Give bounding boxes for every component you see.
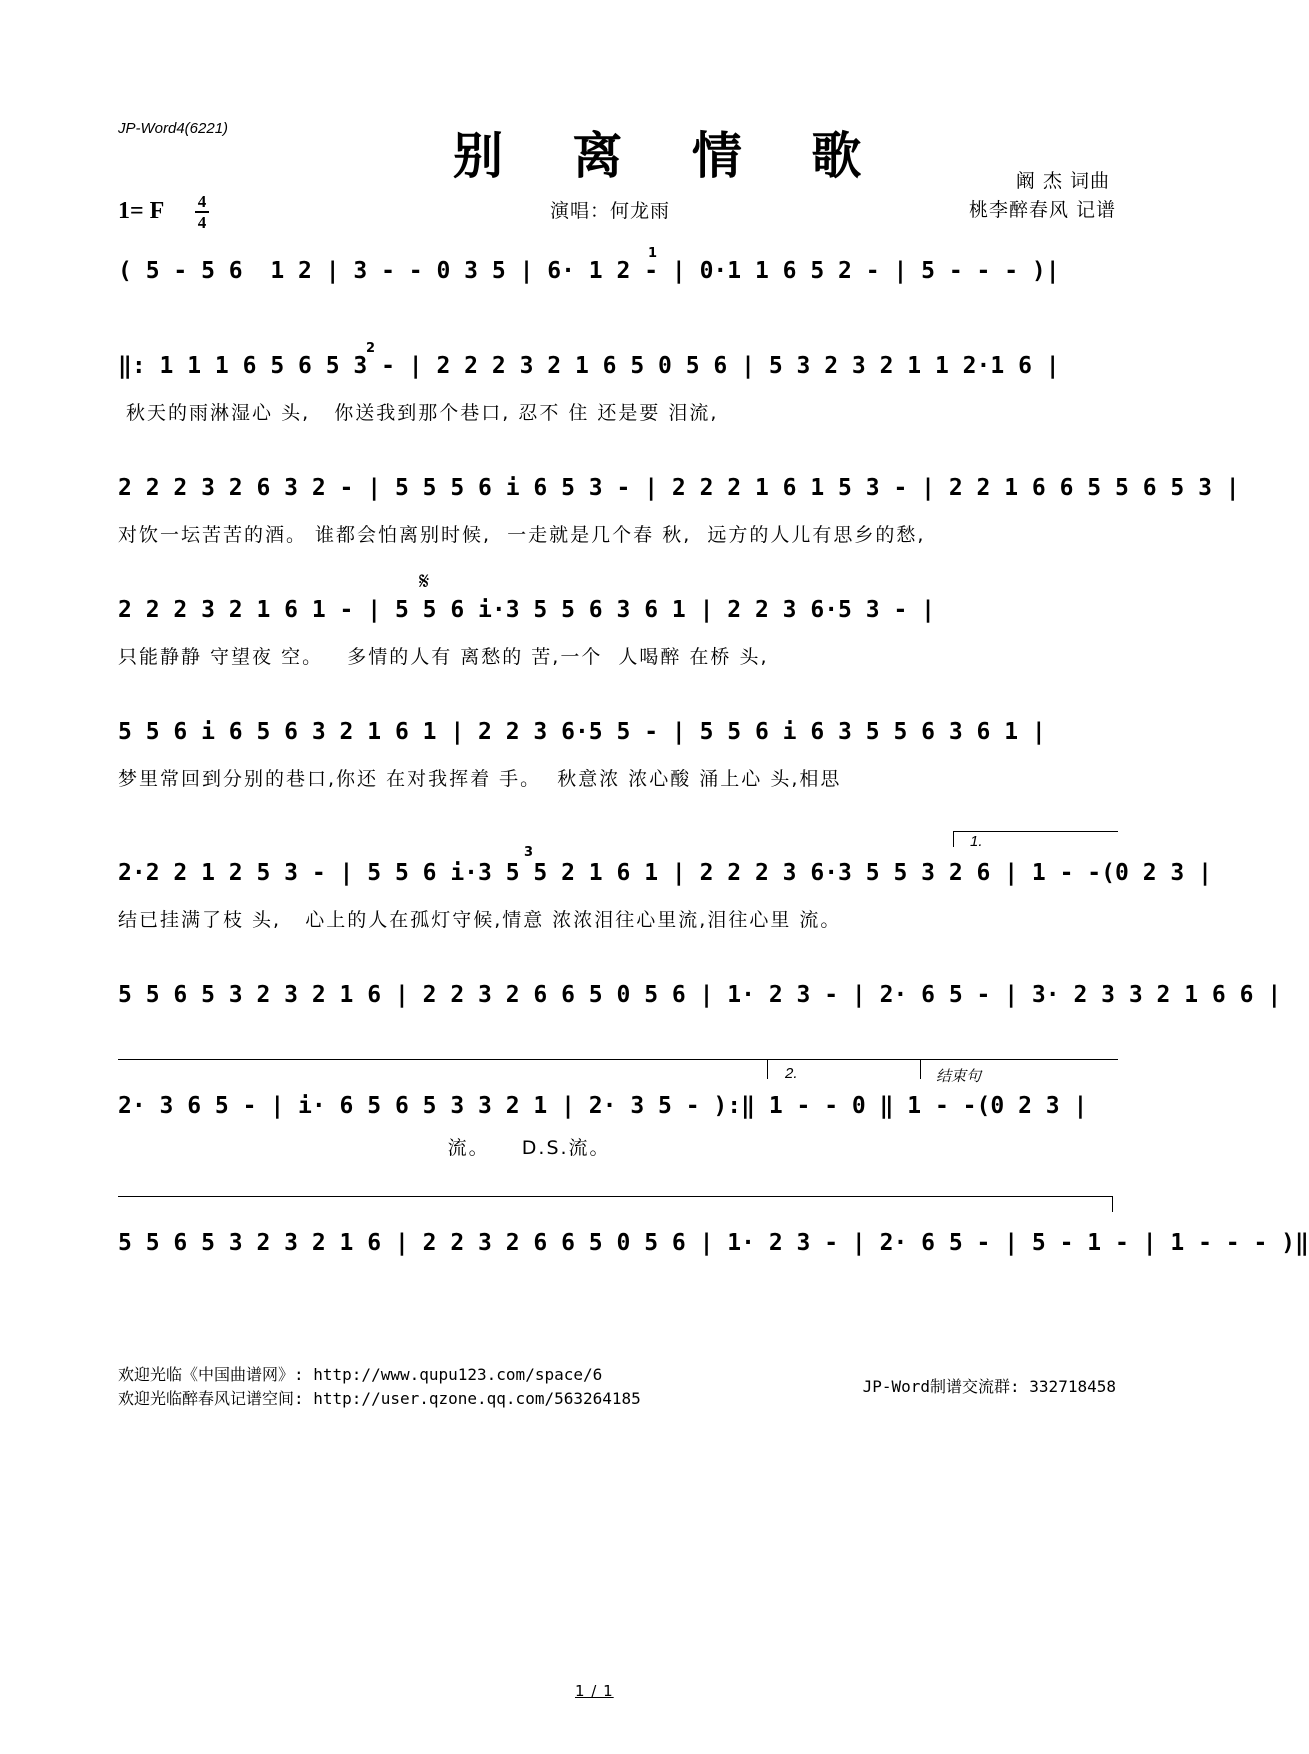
system-8-top-rule [118,1059,1118,1060]
score-system-3-notes: 2 2 2 3 2 6 3 2 - | 5 5 5 6 i 6 5 3 - | 2 2 2 1 6 1 5 3 - | 2 2 1 6 6 5 5 6 5 3 | [118,475,1240,501]
software-label: JP-Word4(6221) [118,120,229,137]
score-system-2-notes: ‖: 1 1 1 6 5 6 5 3 - | 2 2 2 3 2 1 6 5 0 5 6 | 5 3 2 3 2 1 1 2·1 6 | [118,353,1060,379]
volta-1-bracket [953,831,1118,832]
ending-phrase-bracket-edge [920,1059,921,1079]
grace-note-c: 3 [524,845,534,860]
time-signature-bottom: 4 [197,213,207,232]
score-system-5-lyrics: 梦里常回到分别的巷口,你还 在对我挥着 手。 秋意浓 浓心酸 涌上心 头,相思 [118,768,842,790]
time-signature-top: 4 [197,192,207,211]
score-system-3-lyrics: 对饮一坛苦苦的酒。 谁都会怕离别时候, 一走就是几个春 秋, 远方的人儿有思乡的愁, [118,524,926,546]
score-system-9-notes: 5 5 6 5 3 2 3 2 1 6 | 2 2 3 2 6 6 5 0 5 6 | 1· 2 3 - | 2· 6 5 - | 5 - 1 - | 1 - - - )‖ [118,1230,1309,1256]
score-system-7-notes: 5 5 6 5 3 2 3 2 1 6 | 2 2 3 2 6 6 5 0 5 6 | 1· 2 3 - | 2· 6 5 - | 3· 2 3 3 2 1 6 6 | [118,982,1282,1008]
score-system-6-notes: 2·2 2 1 2 5 3 - | 5 5 6 i·3 5 5 2 1 6 1 | 2 2 2 3 6·3 5 5 3 2 6 | 1 - -(0 2 3 | [118,860,1212,886]
ending-phrase-label: 结束句 [936,1068,982,1085]
footer-group-info: JP-Word制谱交流群: 332718458 [862,1377,1116,1396]
score-system-1-notes: ( 5 - 5 6 1 2 | 3 - - 0 3 5 | 6· 1 2 - | 0·1 1 6 5 2 - | 5 - - - )| [118,258,1060,284]
score-system-6-lyrics: 结已挂满了枝 头, 心上的人在孤灯守候,情意 浓浓泪往心里流,泪往心里 流。 [118,909,842,931]
page-number: 1 / 1 [575,1682,614,1700]
grace-note-b: 2 [366,341,376,356]
footer-link-qupu: 欢迎光临《中国曲谱网》: http://www.qupu123.com/space/6 [118,1365,603,1384]
score-system-4-lyrics: 只能静静 守望夜 空。 多情的人有 离愁的 苦,一个 人喝醉 在桥 头, [118,646,769,668]
key-signature: 1= F [118,198,165,224]
system-9-top-rule [118,1196,1113,1197]
grace-note-a: 1 [648,246,658,261]
score-system-5-notes: 5 5 6 i 6 5 6 3 2 1 6 1 | 2 2 3 6·5 5 - | 5 5 6 i 6 3 5 5 6 3 6 1 | [118,719,1046,745]
footer-link-qzone: 欢迎光临醉春风记谱空间: http://user.qzone.qq.com/563264185 [118,1389,641,1408]
volta-2-bracket-edge [767,1059,768,1079]
score-system-8-lyrics: 流。 D.S.流。 [118,1137,611,1159]
volta-1-label: 1. [970,833,983,850]
score-system-2-lyrics: 秋天的雨淋湿心 头, 你送我到那个巷口, 忍不 住 还是要 泪流, [118,402,719,424]
volta-2-label: 2. [785,1065,798,1082]
time-signature [192,193,212,233]
song-title: 别 离 情 歌 [453,126,888,185]
score-system-8-notes: 2· 3 6 5 - | i· 6 5 6 5 3 3 2 1 | 2· 3 5 - ):‖ 1 - - 0 ‖ 1 - -(0 2 3 | [118,1093,1088,1119]
score-system-4-notes: 2 2 2 3 2 1 6 1 - | 5 5 6 i·3 5 5 6 3 6 1 | 2 2 3 6·5 3 - | [118,597,935,623]
volta-1-bracket-edge [953,831,954,847]
lyricist-composer: 阚 杰 词曲 [1015,170,1110,192]
transcriber: 桃李醉春风 记谱 [968,199,1116,221]
system-9-bracket-edge [1112,1196,1113,1212]
singer: 演唱：何龙雨 [550,200,671,222]
segno-symbol: 𝄋 [419,567,430,595]
